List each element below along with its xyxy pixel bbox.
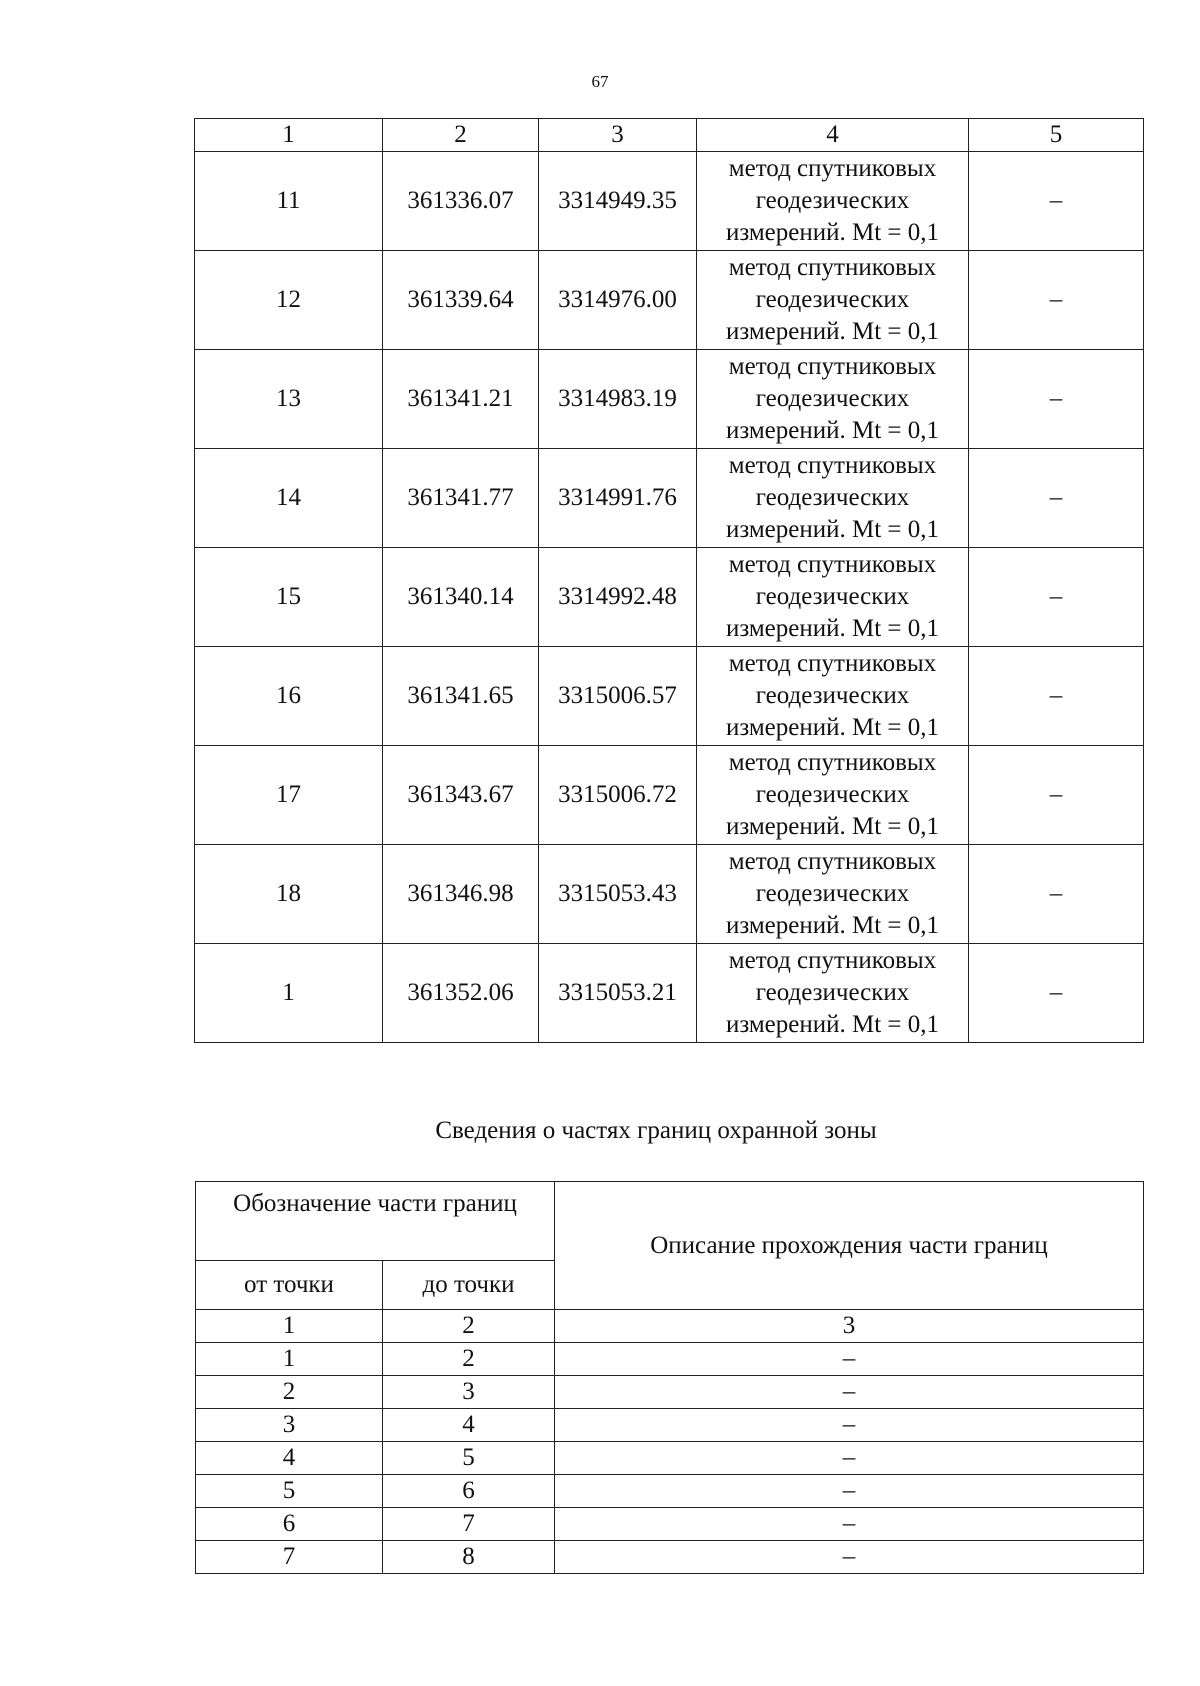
parts-number-row [196,1310,1144,1343]
determination-method [697,944,969,1043]
table-row [196,1343,1144,1376]
note: – [969,845,1144,944]
method-line: метод спутниковых [728,452,937,479]
parts-header-row [196,1182,1144,1261]
method-line: измерений. Mt = 0,1 [725,615,940,642]
parts-section-title-text: Сведения о частях границ охранной зоны [435,1117,877,1144]
point-number: 16 [195,647,383,746]
coordinate-y: 3315006.72 [539,746,697,845]
point-number: 12 [195,251,383,350]
page-number: 67 [591,72,609,91]
note: – [969,152,1144,251]
table-row [195,944,1144,1043]
determination-method [697,350,969,449]
table-row [196,1409,1144,1442]
coordinate-y: 3314976.00 [539,251,697,350]
table-row [195,548,1144,647]
coordinate-x: 361341.65 [383,647,539,746]
to-point: 8 [383,1541,555,1574]
method-line: геодезических [755,385,910,412]
to-point: 4 [383,1409,555,1442]
from-point: 3 [196,1409,383,1442]
to-point: 7 [383,1508,555,1541]
coordinate-y: 3315053.43 [539,845,697,944]
point-number: 1 [195,944,383,1043]
point-number: 11 [195,152,383,251]
method-line: измерений. Mt = 0,1 [725,1011,940,1038]
method-line: метод спутниковых [728,551,937,578]
coordinate-x: 361341.21 [383,350,539,449]
determination-method [697,152,969,251]
method-line: геодезических [755,583,910,610]
from-point-header: от точки [196,1261,383,1310]
determination-method [697,647,969,746]
method-line: измерений. Mt = 0,1 [725,516,940,543]
boundary-parts-table [195,1181,1144,1574]
part-description: – [555,1508,1144,1541]
table-row [195,350,1144,449]
determination-method [697,548,969,647]
coordinate-x: 361341.77 [383,449,539,548]
from-point: 4 [196,1442,383,1475]
note: – [969,746,1144,845]
to-point-header: до точки [383,1261,555,1310]
determination-method [697,449,969,548]
determination-method [697,251,969,350]
point-number: 15 [195,548,383,647]
determination-method [697,746,969,845]
coordinate-y: 3314992.48 [539,548,697,647]
coordinate-y: 3315053.21 [539,944,697,1043]
part-description: – [555,1475,1144,1508]
coordinate-y: 3315006.57 [539,647,697,746]
part-description: – [555,1343,1144,1376]
method-line: измерений. Mt = 0,1 [725,912,940,939]
coordinate-y: 3314983.19 [539,350,697,449]
method-line: метод спутниковых [728,353,937,380]
parts-section-title [0,1117,1200,1145]
table-row [196,1442,1144,1475]
to-point: 2 [383,1343,555,1376]
to-point: 3 [383,1376,555,1409]
method-line: измерений. Mt = 0,1 [725,813,940,840]
table-row [195,647,1144,746]
method-line: геодезических [755,979,910,1006]
coordinates-table [194,118,1144,1043]
method-line: метод спутниковых [728,155,937,182]
coordinate-x: 361336.07 [383,152,539,251]
method-line: измерений. Mt = 0,1 [725,219,940,246]
note: – [969,350,1144,449]
from-point: 7 [196,1541,383,1574]
part-description: – [555,1376,1144,1409]
coordinate-y: 3314991.76 [539,449,697,548]
from-point: 5 [196,1475,383,1508]
method-line: измерений. Mt = 0,1 [725,417,940,444]
point-number: 18 [195,845,383,944]
table-row [195,845,1144,944]
coordinate-x: 361339.64 [383,251,539,350]
method-line: измерений. Mt = 0,1 [725,318,940,345]
from-point: 6 [196,1508,383,1541]
column-number: 3 [555,1310,1144,1343]
note: – [969,548,1144,647]
coordinate-x: 361340.14 [383,548,539,647]
coordinate-x: 361352.06 [383,944,539,1043]
note: – [969,251,1144,350]
note: – [969,944,1144,1043]
point-number: 14 [195,449,383,548]
table-row [195,746,1144,845]
method-line: метод спутниковых [728,749,937,776]
column-number: 2 [383,1310,555,1343]
part-description: – [555,1442,1144,1475]
column-number: 5 [969,119,1144,152]
table-row [195,251,1144,350]
note: – [969,449,1144,548]
designation-header: Обозначение части границ [196,1182,555,1261]
note: – [969,647,1144,746]
method-line: геодезических [755,187,910,214]
column-number: 1 [196,1310,383,1343]
column-number: 1 [195,119,383,152]
coordinate-y: 3314949.35 [539,152,697,251]
method-line: метод спутниковых [728,254,937,281]
column-number: 2 [383,119,539,152]
coordinate-x: 361343.67 [383,746,539,845]
method-line: метод спутниковых [728,947,937,974]
coordinates-header-row [195,119,1144,152]
method-line: геодезических [755,286,910,313]
part-description: – [555,1541,1144,1574]
table-row [196,1508,1144,1541]
column-number: 3 [539,119,697,152]
to-point: 5 [383,1442,555,1475]
part-description: – [555,1409,1144,1442]
table-row [195,152,1144,251]
method-line: геодезических [755,484,910,511]
point-number: 13 [195,350,383,449]
table-row [196,1541,1144,1574]
from-point: 2 [196,1376,383,1409]
method-line: метод спутниковых [728,848,937,875]
table-row [196,1376,1144,1409]
method-line: геодезических [755,781,910,808]
table-row [196,1475,1144,1508]
method-line: метод спутниковых [728,650,937,677]
method-line: измерений. Mt = 0,1 [725,714,940,741]
coordinate-x: 361346.98 [383,845,539,944]
from-point: 1 [196,1343,383,1376]
table-row [195,449,1144,548]
column-number: 4 [697,119,969,152]
to-point: 6 [383,1475,555,1508]
description-header: Описание прохождения части границ [555,1182,1144,1310]
method-line: геодезических [755,880,910,907]
point-number: 17 [195,746,383,845]
method-line: геодезических [755,682,910,709]
determination-method [697,845,969,944]
